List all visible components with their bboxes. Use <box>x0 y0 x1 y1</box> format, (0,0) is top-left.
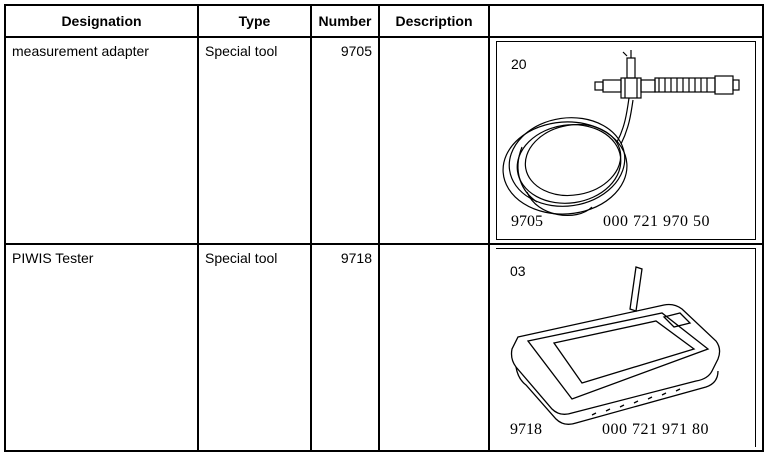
cell-description <box>379 37 489 244</box>
table-header-row <box>5 5 763 37</box>
cell-designation <box>5 244 198 451</box>
header-designation: Designation <box>5 5 198 37</box>
figure-frame <box>496 41 756 240</box>
header-number: Number <box>311 5 379 37</box>
table-row <box>5 37 763 244</box>
number-text: 9718 <box>340 250 372 266</box>
header-description: Description <box>379 5 489 37</box>
type-text: Special tool <box>205 250 278 266</box>
cell-designation <box>5 37 198 244</box>
cell-type <box>198 37 311 244</box>
cell-number <box>311 244 379 451</box>
cell-figure <box>489 37 763 244</box>
cell-type <box>198 244 311 451</box>
figure-code: 03 <box>510 263 526 279</box>
type-text: Special tool <box>205 43 278 59</box>
figure-code: 20 <box>511 56 527 72</box>
figure-tool-number: 9705 <box>511 213 543 230</box>
figure-tool-number: 9718 <box>510 421 542 438</box>
cell-number <box>311 37 379 244</box>
piwis-tester-device-icon <box>496 249 756 448</box>
cell-figure <box>489 244 763 451</box>
designation-text: measurement adapter <box>12 43 149 59</box>
header-type: Type <box>198 5 311 37</box>
header-figure <box>489 5 763 37</box>
figure-part-number: 000 721 970 50 <box>603 213 710 230</box>
designation-text: PIWIS Tester <box>12 250 94 266</box>
description-text <box>380 245 488 255</box>
cell-description <box>379 244 489 451</box>
number-text: 9705 <box>340 43 372 59</box>
description-text <box>380 38 488 48</box>
figure-part-number: 000 721 971 80 <box>602 421 709 438</box>
figure-frame <box>496 248 756 447</box>
measurement-adapter-hose-icon <box>497 42 757 241</box>
table-row <box>5 244 763 451</box>
special-tools-table <box>4 4 764 452</box>
